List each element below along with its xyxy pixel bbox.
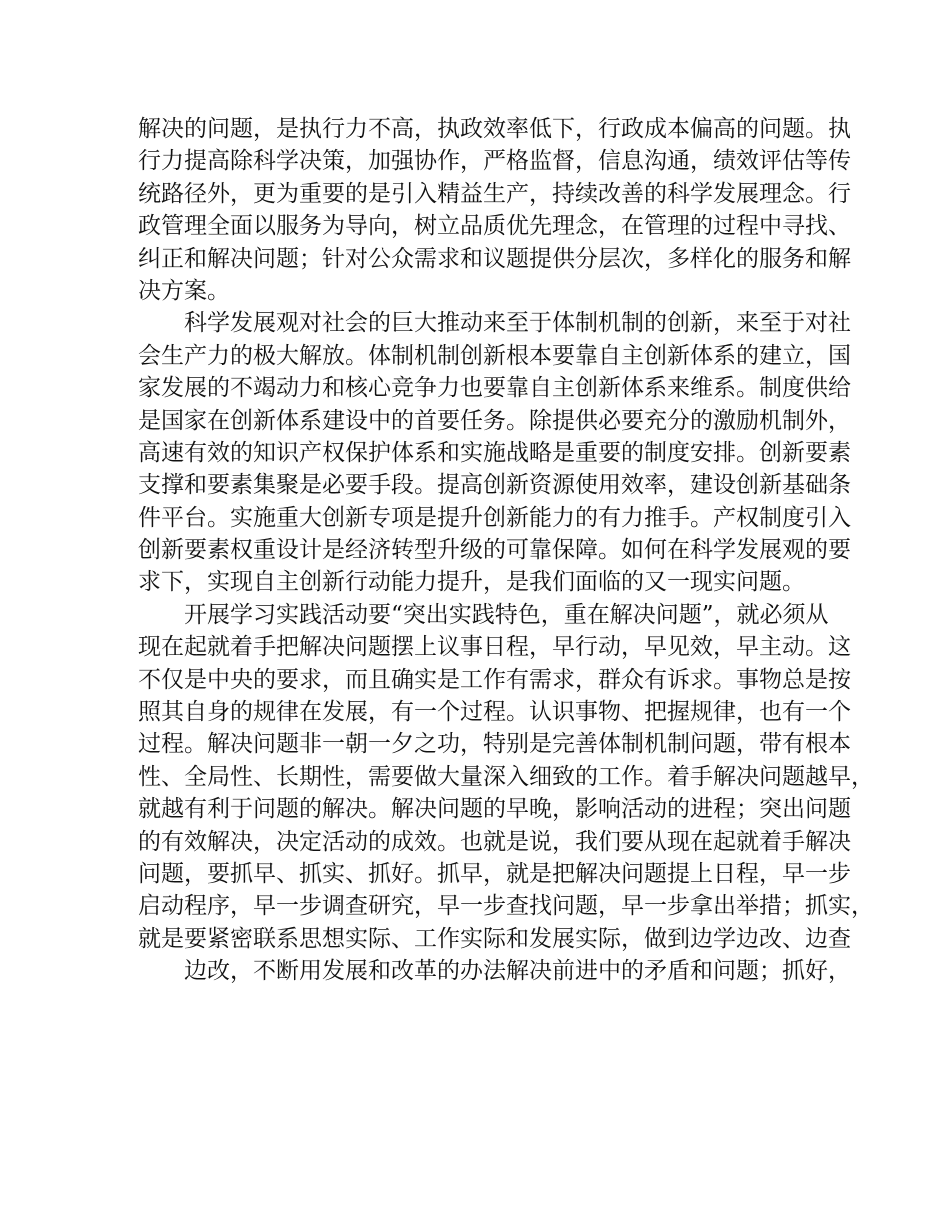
text-line: 不仅是中央的要求，而且确实是工作有需求，群众有诉求。事物总是按 <box>138 666 851 693</box>
text-line: 支撑和要素集聚是必要手段。提高创新资源使用效率，建设创新基础条 <box>138 472 851 499</box>
body-text <box>138 113 874 988</box>
text-line: 性、全局性、长期性，需要做大量深入细致的工作。着手解决问题越早， <box>138 763 874 790</box>
text-line: 解决的问题，是执行力不高，执政效率低下，行政成本偏高的问题。执 <box>138 116 851 142</box>
text-line: 现在起就着手把解决问题摆上议事日程，早行动，早见效，早主动。这 <box>138 634 851 661</box>
text-line: 件平台。实施重大创新专项是提升创新能力的有力推手。产权制度引入 <box>138 504 851 531</box>
text-line: 过程。解决问题非一朝一夕之功，特别是完善体制机制问题，带有根本 <box>138 731 851 758</box>
text-line: 政管理全面以服务为导向，树立品质优先理念，在管理的过程中寻找、 <box>138 213 851 240</box>
text-line: 的有效解决，决定活动的成效。也就是说，我们要从现在起就着手解决 <box>138 828 851 855</box>
text-line: 启动程序，早一步调查研究，早一步查找问题，早一步拿出举措；抓实， <box>138 893 874 920</box>
text-line: 科学发展观对社会的巨大推动来至于体制机制的创新，来至于对社 <box>184 310 851 337</box>
text-line: 高速有效的知识产权保护体系和实施战略是重要的制度安排。创新要素 <box>138 439 851 466</box>
text-line: 是国家在创新体系建设中的首要任务。除提供必要充分的激励机制外， <box>138 407 851 434</box>
text-line: 照其自身的规律在发展，有一个过程。认识事物、把握规律，也有一个 <box>138 699 851 726</box>
text-line: 求下，实现自主创新行动能力提升，是我们面临的又一现实问题。 <box>138 569 805 596</box>
text-line: 会生产力的极大解放。体制机制创新根本要靠自主创新体系的建立，国 <box>138 342 851 369</box>
text-line: 纠正和解决问题；针对公众需求和议题提供分层次，多样化的服务和解 <box>138 245 851 272</box>
text-line: 行力提高除科学决策，加强协作，严格监督，信息沟通，绩效评估等传 <box>138 148 851 175</box>
text-line: 就是要紧密联系思想实际、工作实际和发展实际，做到边学边改、边查 <box>138 925 851 952</box>
text-line: 就越有利于问题的解决。解决问题的早晚，影响活动的进程；突出问题 <box>138 796 851 823</box>
text-line: 决方案。 <box>138 277 230 304</box>
text-line: 创新要素权重设计是经济转型升级的可靠保障。如何在科学发展观的要 <box>138 537 851 564</box>
text-line: 统路径外，更为重要的是引入精益生产，持续改善的科学发展理念。行 <box>138 180 851 207</box>
text-line: 家发展的不竭动力和核心竞争力也要靠自主创新体系来维系。制度供给 <box>138 375 851 402</box>
text-line: 问题，要抓早、抓实、抓好。抓早，就是把解决问题提上日程，早一步 <box>138 860 851 887</box>
text-line: 开展学习实践活动要“突出实践特色，重在解决问题”，就必须从 <box>184 601 829 628</box>
text-line: 边改，不断用发展和改革的办法解决前进中的矛盾和问题；抓好， <box>184 958 851 985</box>
